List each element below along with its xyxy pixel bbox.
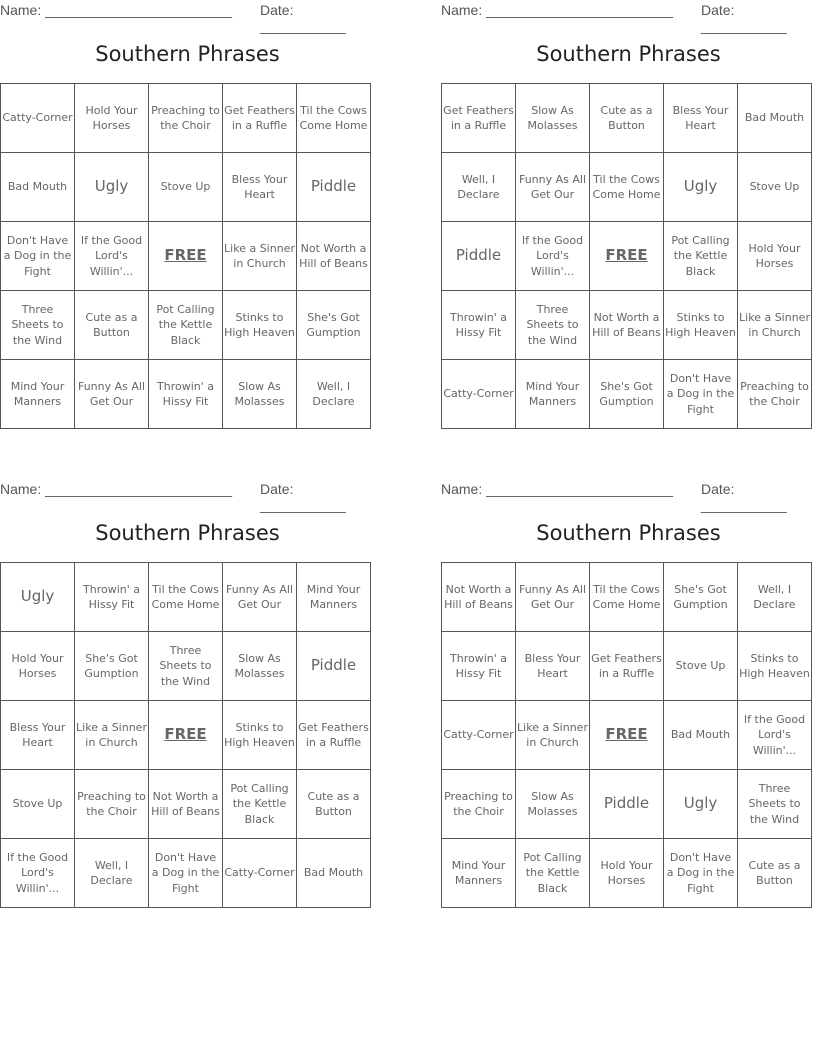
name-field[interactable]: Name: ________________________ (441, 481, 673, 497)
bingo-cell: If the Good Lord's Willin'... (75, 222, 149, 291)
bingo-cell: Ugly (664, 770, 738, 839)
date-field[interactable]: Date: ___________ (701, 2, 787, 34)
bingo-cell: If the Good Lord's Willin'... (516, 222, 590, 291)
bingo-cell: Mind Your Manners (516, 360, 590, 429)
bingo-cell: Til the Cows Come Home (590, 563, 664, 632)
bingo-cell: Catty-Corner (1, 84, 75, 153)
bingo-cell: Hold Your Horses (1, 632, 75, 701)
bingo-cell: Ugly (1, 563, 75, 632)
bingo-cell: Hold Your Horses (738, 222, 812, 291)
bingo-cell: Bad Mouth (297, 839, 371, 908)
bingo-cell: Pot Calling the Kettle Black (664, 222, 738, 291)
bingo-cell: Stinks to High Heaven (223, 701, 297, 770)
bingo-grid (0, 562, 371, 908)
bingo-cell: She's Got Gumption (297, 291, 371, 360)
bingo-cell: Bless Your Heart (664, 84, 738, 153)
bingo-cell: Preaching to the Choir (75, 770, 149, 839)
bingo-cell: Slow As Molasses (223, 632, 297, 701)
bingo-cell: Mind Your Manners (297, 563, 371, 632)
bingo-grid (441, 83, 812, 429)
bingo-cell: Catty-Corner (442, 701, 516, 770)
bingo-cell: Don't Have a Dog in the Fight (664, 360, 738, 429)
bingo-cell: Slow As Molasses (223, 360, 297, 429)
bingo-cell: She's Got Gumption (664, 563, 738, 632)
bingo-cell: Ugly (75, 153, 149, 222)
bingo-cell: Get Feathers in a Ruffle (590, 632, 664, 701)
bingo-cell: Preaching to the Choir (442, 770, 516, 839)
bingo-cell: Stinks to High Heaven (664, 291, 738, 360)
bingo-cell: Like a Sinner in Church (738, 291, 812, 360)
bingo-cell: Get Feathers in a Ruffle (297, 701, 371, 770)
bingo-cell: Not Worth a Hill of Beans (590, 291, 664, 360)
bingo-cell: Like a Sinner in Church (223, 222, 297, 291)
bingo-cell: Not Worth a Hill of Beans (149, 770, 223, 839)
bingo-cell: Don't Have a Dog in the Fight (149, 839, 223, 908)
bingo-cell: Slow As Molasses (516, 770, 590, 839)
bingo-cell: Like a Sinner in Church (75, 701, 149, 770)
name-field[interactable]: Name: ________________________ (441, 2, 673, 18)
free-space: FREE (590, 222, 664, 291)
bingo-cell: Mind Your Manners (1, 360, 75, 429)
bingo-cell: Three Sheets to the Wind (149, 632, 223, 701)
name-field[interactable]: Name: ________________________ (0, 481, 232, 497)
bingo-cell: Preaching to the Choir (149, 84, 223, 153)
bingo-cell: Get Feathers in a Ruffle (223, 84, 297, 153)
bingo-card (0, 479, 375, 919)
bingo-cell: Three Sheets to the Wind (516, 291, 590, 360)
bingo-cell: Mind Your Manners (442, 839, 516, 908)
bingo-cell: Piddle (297, 153, 371, 222)
bingo-cell: Catty-Corner (223, 839, 297, 908)
bingo-card (0, 0, 375, 440)
card-header (0, 2, 375, 34)
bingo-cell: Bless Your Heart (223, 153, 297, 222)
bingo-cell: Throwin' a Hissy Fit (442, 291, 516, 360)
bingo-cell: Cute as a Button (297, 770, 371, 839)
bingo-cell: Three Sheets to the Wind (1, 291, 75, 360)
bingo-cell: She's Got Gumption (590, 360, 664, 429)
bingo-cell: Throwin' a Hissy Fit (442, 632, 516, 701)
bingo-cell: Hold Your Horses (75, 84, 149, 153)
bingo-cell: Pot Calling the Kettle Black (516, 839, 590, 908)
date-field[interactable]: Date: ___________ (701, 481, 787, 513)
bingo-cell: Cute as a Button (738, 839, 812, 908)
bingo-cell: Funny As All Get Our (75, 360, 149, 429)
bingo-cell: Stove Up (664, 632, 738, 701)
card-header (0, 481, 375, 513)
bingo-cell: Til the Cows Come Home (297, 84, 371, 153)
bingo-cell: Well, I Declare (442, 153, 516, 222)
bingo-cell: Preaching to the Choir (738, 360, 812, 429)
bingo-cell: She's Got Gumption (75, 632, 149, 701)
bingo-cell: Bless Your Heart (1, 701, 75, 770)
bingo-card (441, 479, 816, 919)
bingo-cell: Bad Mouth (1, 153, 75, 222)
bingo-cell: Piddle (297, 632, 371, 701)
bingo-cell: Funny As All Get Our (516, 153, 590, 222)
bingo-cell: Funny As All Get Our (223, 563, 297, 632)
bingo-cell: Don't Have a Dog in the Fight (1, 222, 75, 291)
bingo-cell: Piddle (442, 222, 516, 291)
card-header (441, 2, 816, 34)
bingo-cell: Don't Have a Dog in the Fight (664, 839, 738, 908)
bingo-cell: Not Worth a Hill of Beans (442, 563, 516, 632)
bingo-cell: Well, I Declare (297, 360, 371, 429)
card-header (441, 481, 816, 513)
card-title: Southern Phrases (95, 42, 280, 66)
card-title: Southern Phrases (95, 521, 280, 545)
bingo-cell: Stove Up (149, 153, 223, 222)
name-field[interactable]: Name: ________________________ (0, 2, 232, 18)
bingo-cell: Catty-Corner (442, 360, 516, 429)
bingo-cell: Get Feathers in a Ruffle (442, 84, 516, 153)
card-title: Southern Phrases (536, 42, 721, 66)
bingo-cell: Stove Up (738, 153, 812, 222)
bingo-cell: Pot Calling the Kettle Black (223, 770, 297, 839)
date-field[interactable]: Date: ___________ (260, 2, 346, 34)
bingo-grid (441, 562, 812, 908)
bingo-cell: Not Worth a Hill of Beans (297, 222, 371, 291)
bingo-card (441, 0, 816, 440)
bingo-cell: If the Good Lord's Willin'... (1, 839, 75, 908)
bingo-cell: Cute as a Button (75, 291, 149, 360)
date-field[interactable]: Date: ___________ (260, 481, 346, 513)
free-space: FREE (149, 701, 223, 770)
bingo-cell: Throwin' a Hissy Fit (149, 360, 223, 429)
bingo-cell: Ugly (664, 153, 738, 222)
bingo-cell: Bless Your Heart (516, 632, 590, 701)
bingo-cell: Pot Calling the Kettle Black (149, 291, 223, 360)
bingo-cell: Funny As All Get Our (516, 563, 590, 632)
bingo-cell: Til the Cows Come Home (590, 153, 664, 222)
bingo-cell: Bad Mouth (664, 701, 738, 770)
card-title: Southern Phrases (536, 521, 721, 545)
bingo-cell: Stinks to High Heaven (738, 632, 812, 701)
bingo-cell: Cute as a Button (590, 84, 664, 153)
bingo-grid (0, 83, 371, 429)
bingo-cell: Stove Up (1, 770, 75, 839)
bingo-cell: Stinks to High Heaven (223, 291, 297, 360)
bingo-cell: Slow As Molasses (516, 84, 590, 153)
bingo-cell: Well, I Declare (75, 839, 149, 908)
bingo-cell: Throwin' a Hissy Fit (75, 563, 149, 632)
free-space: FREE (149, 222, 223, 291)
bingo-cell: If the Good Lord's Willin'... (738, 701, 812, 770)
bingo-cell: Like a Sinner in Church (516, 701, 590, 770)
bingo-cell: Three Sheets to the Wind (738, 770, 812, 839)
bingo-cell: Til the Cows Come Home (149, 563, 223, 632)
bingo-cell: Piddle (590, 770, 664, 839)
bingo-cell: Well, I Declare (738, 563, 812, 632)
free-space: FREE (590, 701, 664, 770)
bingo-cell: Hold Your Horses (590, 839, 664, 908)
bingo-cell: Bad Mouth (738, 84, 812, 153)
